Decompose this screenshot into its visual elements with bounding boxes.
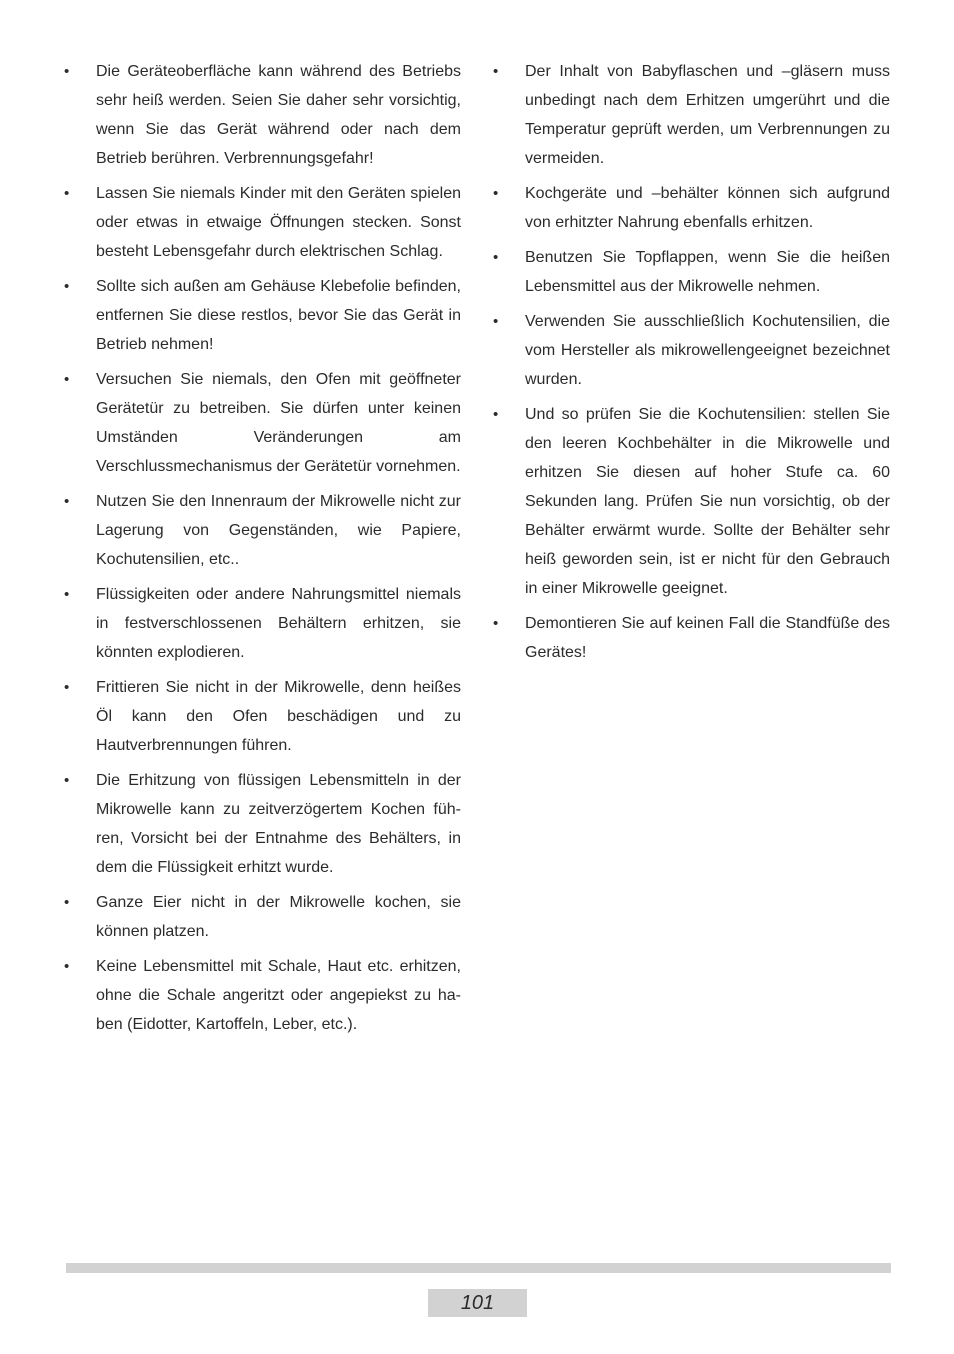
list-item — [493, 400, 890, 603]
list-item — [64, 179, 461, 266]
list-item-text: Versuchen Sie niemals, den Ofen mit geöffneter Gerätetür zu betreiben. Sie dürfen unter keinen Umständen Veränderungen am Verschlussmechanismus der Gerätetür vornehmen. — [96, 371, 461, 475]
list-item-text: Die Erhitzung von flüssigen Lebensmitteln in der Mikrowelle kann zu zeitverzögertem Kochen führen, Vorsicht bei der Entnahme des Behälters, in dem die Flüssigkeit erhitzt wurde. — [96, 772, 461, 876]
bullet-icon: • — [493, 313, 499, 330]
list-item — [64, 888, 461, 946]
list-item — [493, 243, 890, 301]
list-item — [64, 766, 461, 882]
list-item-text: Die Geräteoberfläche kann während des Betriebs sehr heiß werden. Seien Sie daher sehr vorsichtig, wenn Sie das Gerät während oder nach dem Betrieb berühren. Verbrennungsgefahr! — [96, 63, 461, 167]
list-item — [64, 952, 461, 1039]
bullet-icon: • — [493, 63, 499, 80]
bullet-icon: • — [64, 679, 70, 696]
list-item-text: Ganze Eier nicht in der Mikrowelle kochen, sie können platzen. — [96, 894, 461, 940]
list-item-text: Der Inhalt von Babyflaschen und –gläsern muss unbedingt nach dem Erhitzen umgerührt und die Temperatur geprüft werden, um Verbrennungen zu vermeiden. — [525, 63, 890, 167]
bullet-icon: • — [64, 586, 70, 603]
bullet-icon: • — [64, 185, 70, 202]
bullet-icon: • — [64, 63, 70, 80]
page-number: 101 — [460, 1292, 495, 1314]
list-item-text: Keine Lebensmittel mit Schale, Haut etc. erhitzen, ohne die Schale angeritzt oder angepiekst zu haben (Eidotter, Kartoffeln, Leber, etc.). — [96, 958, 461, 1033]
bullet-icon: • — [64, 958, 70, 975]
list-item — [493, 179, 890, 237]
list-item-text: Sollte sich außen am Gehäuse Klebefolie befinden, entfernen Sie diese restlos, bevor Sie das Gerät in Betrieb nehmen! — [96, 278, 461, 353]
bullet-icon: • — [64, 772, 70, 789]
list-item-text: Verwenden Sie ausschließlich Kochutensilien, die vom Hersteller als mikrowellengeeignet bezeichnet wurden. — [525, 313, 890, 388]
list-item-text: Nutzen Sie den Innenraum der Mikrowelle nicht zur Lagerung von Gegenständen, wie Papiere, Kochutensilien, etc.. — [96, 493, 461, 568]
bullet-icon: • — [64, 371, 70, 388]
list-item — [64, 365, 461, 481]
list-item — [64, 487, 461, 574]
list-item-text: Flüssigkeiten oder andere Nahrungsmittel niemals in festverschlossenen Behältern erhitzen, sie könnten explodieren. — [96, 586, 461, 661]
bullet-icon: • — [64, 493, 70, 510]
bullet-icon: • — [64, 278, 70, 295]
list-item-text: Und so prüfen Sie die Kochutensilien: stellen Sie den leeren Kochbehälter in die Mikrowelle und erhitzen Sie diesen auf hoher Stufe ca. 60 Sekunden lang. Prüfen Sie nun vorsichtig, ob der Behälter erwärmt wurde. Sollte der Behälter sehr heiß geworden sein, ist er nicht für den Gebrauch in einer Mikrowelle geeignet. — [525, 406, 890, 597]
list-item-text: Demontieren Sie auf keinen Fall die Standfüße des Gerätes! — [525, 615, 890, 661]
left-column — [64, 57, 461, 1045]
bullet-icon: • — [493, 615, 499, 632]
list-item-text: Benutzen Sie Topflappen, wenn Sie die heißen Lebensmittel aus der Mikrowelle nehmen. — [525, 249, 890, 295]
bullet-icon: • — [493, 185, 499, 202]
list-item — [493, 57, 890, 173]
bullet-icon: • — [493, 406, 499, 423]
list-item — [64, 673, 461, 760]
list-item-text: Lassen Sie niemals Kinder mit den Geräten spielen oder etwas in etwaige Öffnungen stecken. Sonst besteht Lebensgefahr durch elektrischen Schlag. — [96, 185, 461, 260]
list-item — [64, 57, 461, 173]
list-item-text: Frittieren Sie nicht in der Mikrowelle, denn heißes Öl kann den Ofen beschädigen und zu Hautverbrennungen führen. — [96, 679, 461, 754]
list-item-text: Kochgeräte und –behälter können sich aufgrund von erhitzter Nahrung ebenfalls erhitzen. — [525, 185, 890, 231]
list-item — [493, 609, 890, 667]
right-column — [493, 57, 890, 673]
page-number-box — [428, 1289, 527, 1317]
footer-divider — [66, 1263, 891, 1273]
list-item — [493, 307, 890, 394]
bullet-icon: • — [64, 894, 70, 911]
bullet-icon: • — [493, 249, 499, 266]
list-item — [64, 272, 461, 359]
list-item — [64, 580, 461, 667]
